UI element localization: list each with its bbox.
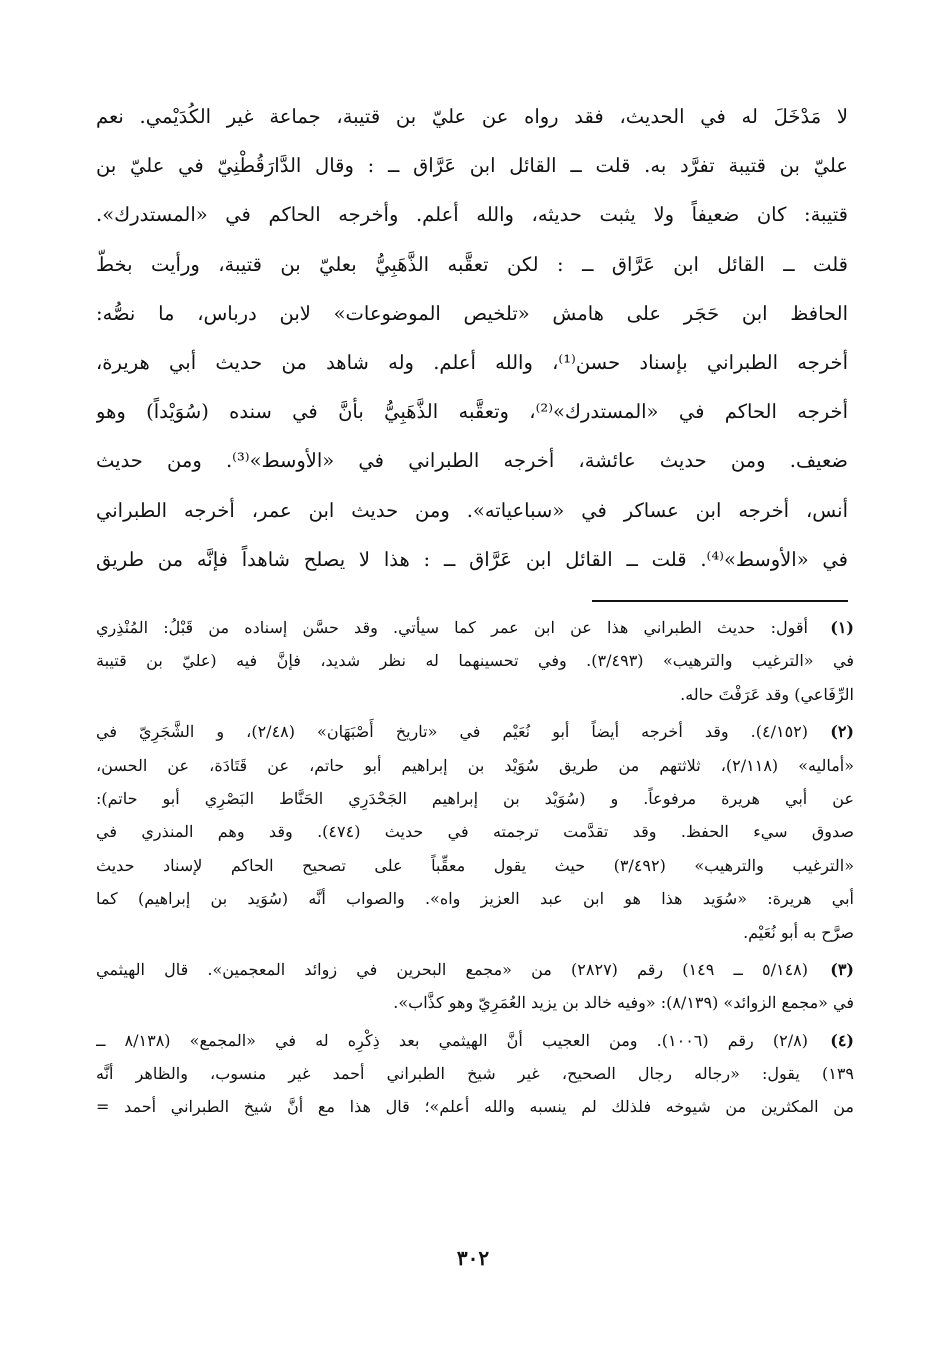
footnote-line: أقول: حديث الطبراني هذا عن ابن عمر كما سيأتي. وقد حسَّن إسناده من قَبْلُ: المُنْذِري — [96, 618, 808, 637]
footnote-number: (٢) — [830, 722, 854, 742]
text-line: أخرجه الطبراني بإسناد حسن⁽¹⁾، والله أعلم. وله شاهد من حديث أبي هريرة، — [96, 350, 848, 374]
text-line: أخرجه الحاكم في «المستدرك»⁽²⁾، وتعقَّبه الذَّهَبِيُّ بأنَّ في سنده (سُوَيْداً) وهو — [96, 400, 848, 424]
footnote-number: (٣) — [830, 959, 854, 979]
footnote-line: «أماليه» (٢/١١٨)، ثلاثتهم من طريق سُوَيْد بن إبراهيم أبو حاتم، عن قَتَادَة، عن الحسن، — [96, 755, 854, 775]
text-line: ضعيف. ومن حديث عائشة، أخرجه الطبراني في «الأوسط»⁽³⁾. ومن حديث — [96, 449, 848, 473]
footnote-line: «الترغيب والترهيب» (٣/٤٩٢) حيث يقول معقِّباً على تصحيح الحاكم لإسناد حديث — [96, 855, 854, 875]
footnotes — [96, 611, 854, 1128]
footnote-4 — [96, 1024, 854, 1124]
footnote-line: عن أبي هريرة مرفوعاً. و (سُوَيْد بن إبراهيم الجَحْدَرِي الحَنَّاط البَصْرِي أبو حاتم): — [96, 788, 854, 808]
text-line: عليّ بن قتيبة تفرَّد به. قلت ــ القائل ابن عَرَّاق ــ : وقال الدَّارَقُطْنِيّ في عليّ بن — [96, 154, 848, 178]
footnote-line: صدوق سيء الحفظ. وقد تقدَّمت ترجمته في حديث (٤٧٤). وقد وهم المنذري في — [96, 822, 854, 842]
footnote-line: أبي هريرة: «سُوَيد هذا هو ابن عبد العزيز واه». والصواب أنَّه (سُوَيد بن إبراهيم) كما — [96, 889, 854, 909]
text-line: أنس، أخرجه ابن عساكر في «سباعياته». ومن حديث ابن عمر، أخرجه الطبراني — [96, 498, 848, 522]
footnote-separator — [592, 600, 848, 602]
footnote-line: الرِّفَاعي) وقد عَرَفْتَ حاله. — [680, 684, 854, 704]
footnote-2 — [96, 715, 854, 949]
footnote-number: (١) — [830, 618, 854, 637]
footnote-1 — [96, 611, 854, 711]
text-line: في «الأوسط»⁽⁴⁾. قلت ــ القائل ابن عَرَّاق ــ : هذا لا يصلح شاهداً فإنَّه من طريق — [96, 547, 848, 571]
page-number: ٣٠٢ — [456, 1246, 490, 1270]
footnote-number: (٤) — [830, 1030, 854, 1050]
footnote-line: (٢/٨) رقم (١٠٠٦). ومن العجيب أنَّ الهيثمي بعد ذِكْرِه له في «المجمع» (٨/١٣٨ ــ — [96, 1030, 808, 1050]
footnote-line: ١٣٩) يقول: «رجاله رجال الصحيح، غير شيخ الطبراني أحمد غير منسوب، والظاهر أنَّه — [96, 1064, 854, 1084]
footnote-line: صرَّح به أبو نُعَيْم. — [743, 922, 854, 942]
text-line: قلت ــ القائل ابن عَرَّاق ــ : لكن تعقَّبه الذَّهَبِيُّ بعليّ بن قتيبة، ورأيت بخطّ — [96, 252, 848, 276]
footnote-line: (٤/١٥٢). وقد أخرجه أيضاً أبو نُعَيْم في «تاريخ أَصْبَهَان» (٢/٤٨)، و الشَّجَرِيّ في — [96, 722, 808, 742]
main-text — [96, 92, 848, 584]
footnote-3 — [96, 953, 854, 1020]
footnote-line: (٥/١٤٨ ــ ١٤٩) رقم (٢٨٢٧) من «مجمع البحرين في زوائد المعجمين». قال الهيثمي — [96, 959, 808, 979]
text-line: قتيبة: كان ضعيفاً ولا يثبت حديثه، والله أعلم. وأخرجه الحاكم في «المستدرك». — [96, 203, 848, 227]
footnote-line: في «مجمع الزوائد» (٨/١٣٩): «وفيه خالد بن يزيد العُمَرِيّ وهو كذَّاب». — [393, 993, 854, 1013]
text-line: لا مَدْخَلَ له في الحديث، فقد رواه عن عليّ بن قتيبة، جماعة غير الكُدَيْمي. نعم — [96, 105, 848, 128]
footnote-line: من المكثرين من شيوخه فلذلك لم ينسبه والله أعلم»؛ قال هذا مع أنَّ شيخ الطبراني أحمد = — [96, 1097, 854, 1117]
text-line: الحافظ ابن حَجَر على هامش «تلخيص الموضوعات» لابن درباس، ما نصُّه: — [96, 301, 848, 325]
footnote-line: في «الترغيب والترهيب» (٣/٤٩٣). وفي تحسينهما له نظر شديد، فإنَّ فيه (عليّ بن قتيبة — [96, 651, 854, 671]
